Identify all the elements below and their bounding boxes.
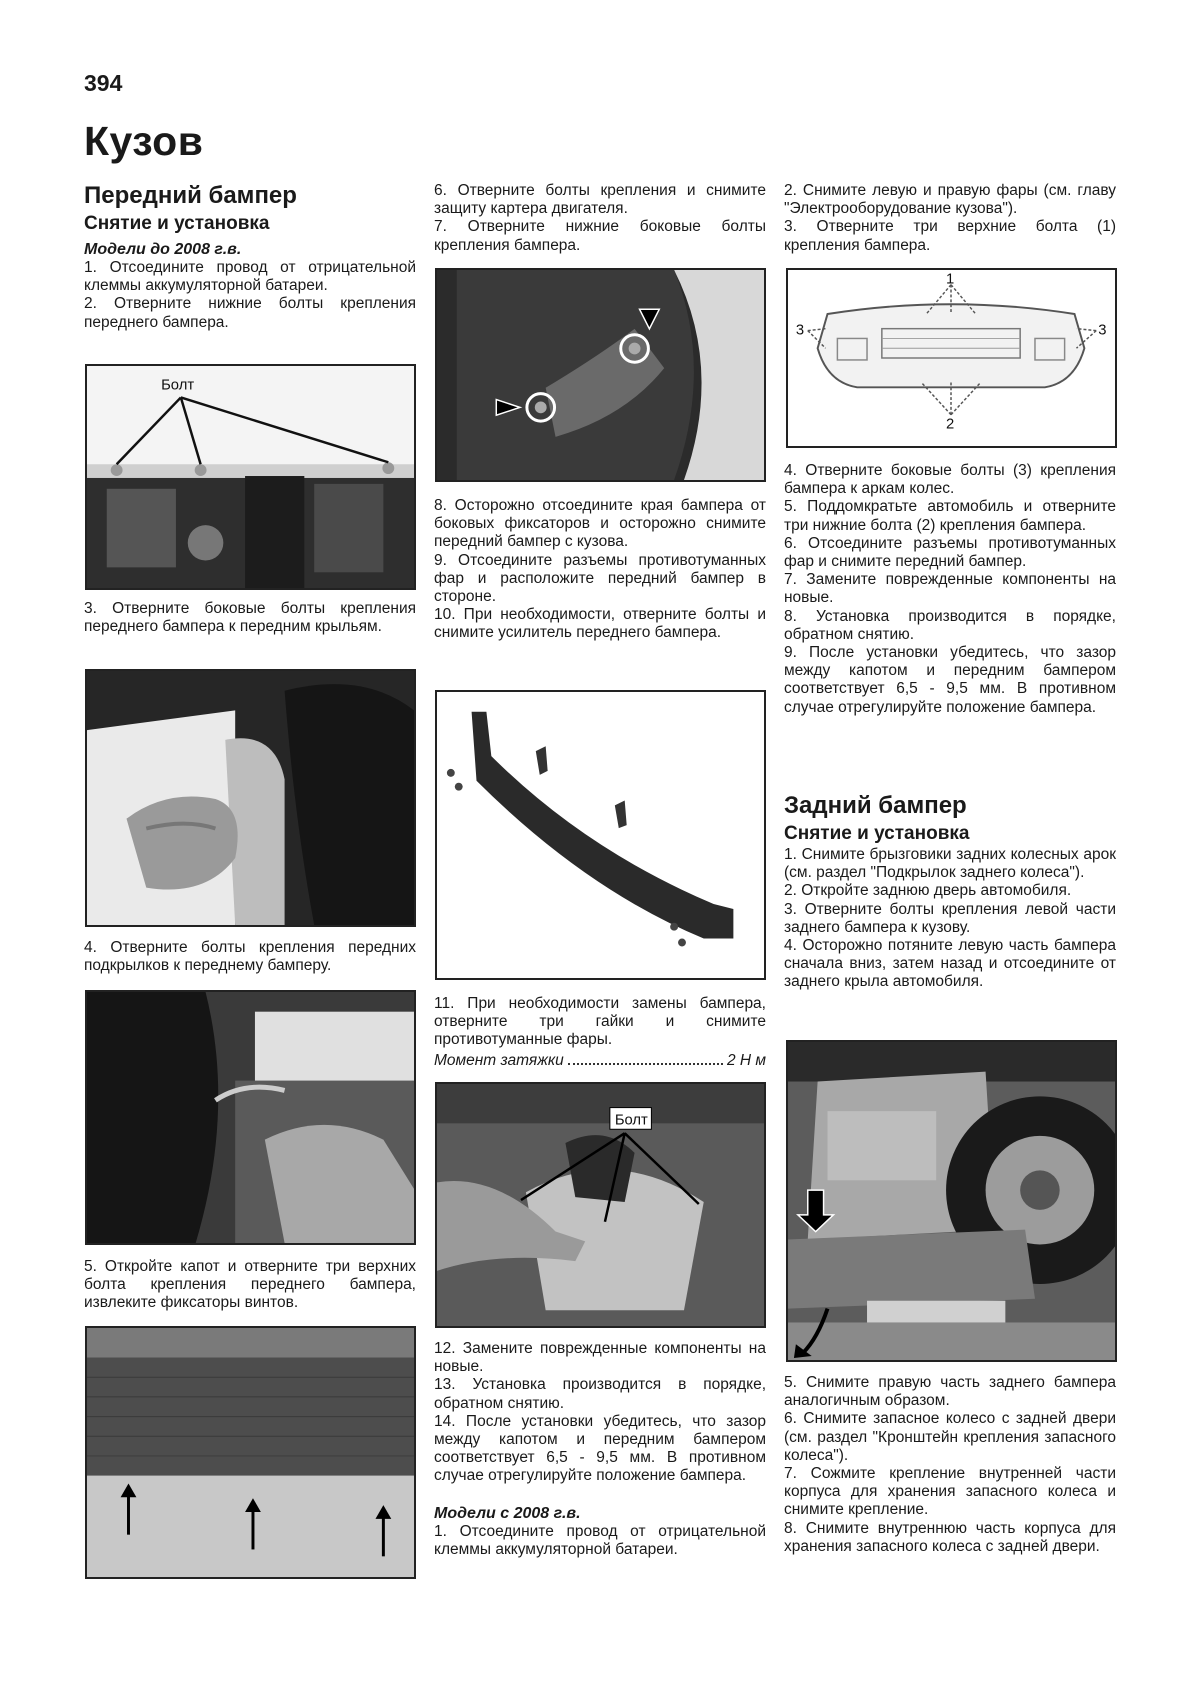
step-text: 1. Снимите брызговики задних колесных арок (см. раздел "Подкрылок заднего колеса").: [784, 846, 1116, 882]
step-text: 9. После установки убедитесь, что зазор между капотом и передним бампером соответствует 6,5 - 9,5 мм. В противном случае отрегулируйте положение бампера.: [784, 644, 1116, 716]
col3-steps-c: [784, 846, 1116, 992]
photo-lower-bolts: [85, 364, 416, 590]
step-text: 10. При необходимости, отверните болты и снимите усилитель переднего бампера.: [434, 606, 766, 642]
photo-upper-bolts: [85, 1326, 416, 1579]
step-text: 14. После установки убедитесь, что зазор между капотом и передним бампером соответствует 6,5 - 9,5 мм. В противном случае отрегулируйте положение бампера.: [434, 1412, 766, 1485]
step-text: 4. Осторожно потяните левую часть бампера сначала вниз, затем назад и отсоедините от заднего крыла автомобиля.: [784, 937, 1116, 991]
photo-lower-side-bolts: [435, 268, 766, 482]
step-text: 7. Отверните нижние боковые болты крепления бампера.: [434, 218, 766, 254]
photo-side-bolts: [85, 669, 416, 927]
diagram-label-2: 2: [946, 416, 955, 433]
rear-removal-subheading: Снятие и установка: [784, 823, 970, 844]
models-before-2008: Модели до 2008 г.в.: [84, 241, 242, 258]
page-number: 394: [84, 70, 123, 96]
col2-steps-c: [434, 1340, 766, 1486]
models-since-2008: Модели с 2008 г.в.: [434, 1505, 581, 1522]
col2-steps-a: [434, 182, 766, 255]
fig1-label: Болт: [161, 377, 195, 394]
step-text: 1. Отсоедините провод от отрицательной клеммы аккумуляторной батареи.: [84, 259, 416, 295]
col1-steps-a: [84, 259, 416, 332]
removal-subheading: Снятие и установка: [84, 213, 270, 234]
chapter-title: Кузов: [84, 118, 204, 164]
photo-fog-lamp-nuts: [435, 1082, 766, 1328]
step-text: 9. Отсоедините разъемы противотуманных фар и расположите передний бампер в стороне.: [434, 551, 766, 606]
step-text: 2. Отверните нижние болты крепления переднего бампера.: [84, 295, 416, 331]
step-text: 13. Установка производится в порядке, обратном снятию.: [434, 1376, 766, 1412]
step-text: 8. Снимите внутреннюю часть корпуса для хранения запасного колеса с задней двери.: [784, 1519, 1116, 1555]
step-text: 6. Снимите запасное колесо с задней двери (см. раздел "Кронштейн крепления запасного колеса").: [784, 1410, 1116, 1464]
step-text: 7. Сожмите крепление внутренней части корпуса для хранения запасного колеса и снимите крепление.: [784, 1465, 1116, 1519]
col3-steps-d: [784, 1374, 1116, 1556]
rear-bumper-heading: Задний бампер: [784, 792, 967, 819]
col2-step1-new: 1. Отсоедините провод от отрицательной клеммы аккумуляторной батареи.: [434, 1523, 766, 1559]
step-text: 7. Замените поврежденные компоненты на новые.: [784, 571, 1116, 607]
photo-fender-liner: [85, 990, 416, 1245]
col1-step5: 5. Откройте капот и отверните три верхних болта крепления переднего бампера, извлеките фиксаторы винтов.: [84, 1258, 416, 1312]
col1-step4: 4. Отверните болты крепления передних подкрылков к переднему бамперу.: [84, 939, 416, 975]
step-text: 3. Отверните три верхние болта (1) крепления бампера.: [784, 218, 1116, 254]
col3-steps-b: [784, 462, 1116, 717]
bumper-bolt-diagram: [786, 268, 1117, 448]
col3-steps-a: [784, 182, 1116, 255]
front-bumper-heading: Передний бампер: [84, 182, 297, 209]
photo-rear-bumper: [786, 1040, 1117, 1362]
step-text: 8. Осторожно отсоедините края бампера от боковых фиксаторов и осторожно снимите передний бампер с кузова.: [434, 497, 766, 551]
step-text: 2. Откройте заднюю дверь автомобиля.: [784, 882, 1072, 900]
step-text: 3. Отверните болты крепления левой части заднего бампера к кузову.: [784, 900, 1116, 936]
torque-value: 2 Н м: [726, 1052, 766, 1069]
step-text: 5. Поддомкратьте автомобиль и отверните три нижние болта (2) крепления бампера.: [784, 498, 1116, 534]
col2-steps-b: [434, 497, 766, 643]
photo-bumper-reinforcement: [435, 690, 766, 980]
torque-label: Момент затяжки: [434, 1052, 564, 1069]
col2-step11: 11. При необходимости замены бампера, отверните три гайки и снимите противотуманные фары.: [434, 995, 766, 1049]
step-text: 8. Установка производится в порядке, обратном снятию.: [784, 607, 1116, 643]
step-text: 5. Снимите правую часть заднего бампера аналогичным образом.: [784, 1374, 1116, 1410]
step-text: 6. Отсоедините разъемы противотуманных фар и снимите передний бампер.: [784, 534, 1116, 571]
torque-leader: [568, 1052, 723, 1065]
step-text: 6. Отверните болты крепления и снимите защиту картера двигателя.: [434, 182, 766, 218]
diagram-label-3-right: 3: [1098, 322, 1107, 339]
torque-spec: [434, 1052, 766, 1070]
step-text: 4. Отверните боковые болты (3) крепления бампера к аркам колес.: [784, 462, 1116, 498]
col1-step3: 3. Отверните боковые болты крепления переднего бампера к передним крыльям.: [84, 600, 416, 636]
step-text: 12. Замените поврежденные компоненты на новые.: [434, 1340, 766, 1376]
step-text: 2. Снимите левую и правую фары (см. главу "Электрооборудование кузова").: [784, 182, 1116, 218]
fig7-label: Болт: [614, 1112, 648, 1129]
diagram-label-1: 1: [946, 271, 955, 288]
diagram-label-3-left: 3: [795, 322, 805, 339]
